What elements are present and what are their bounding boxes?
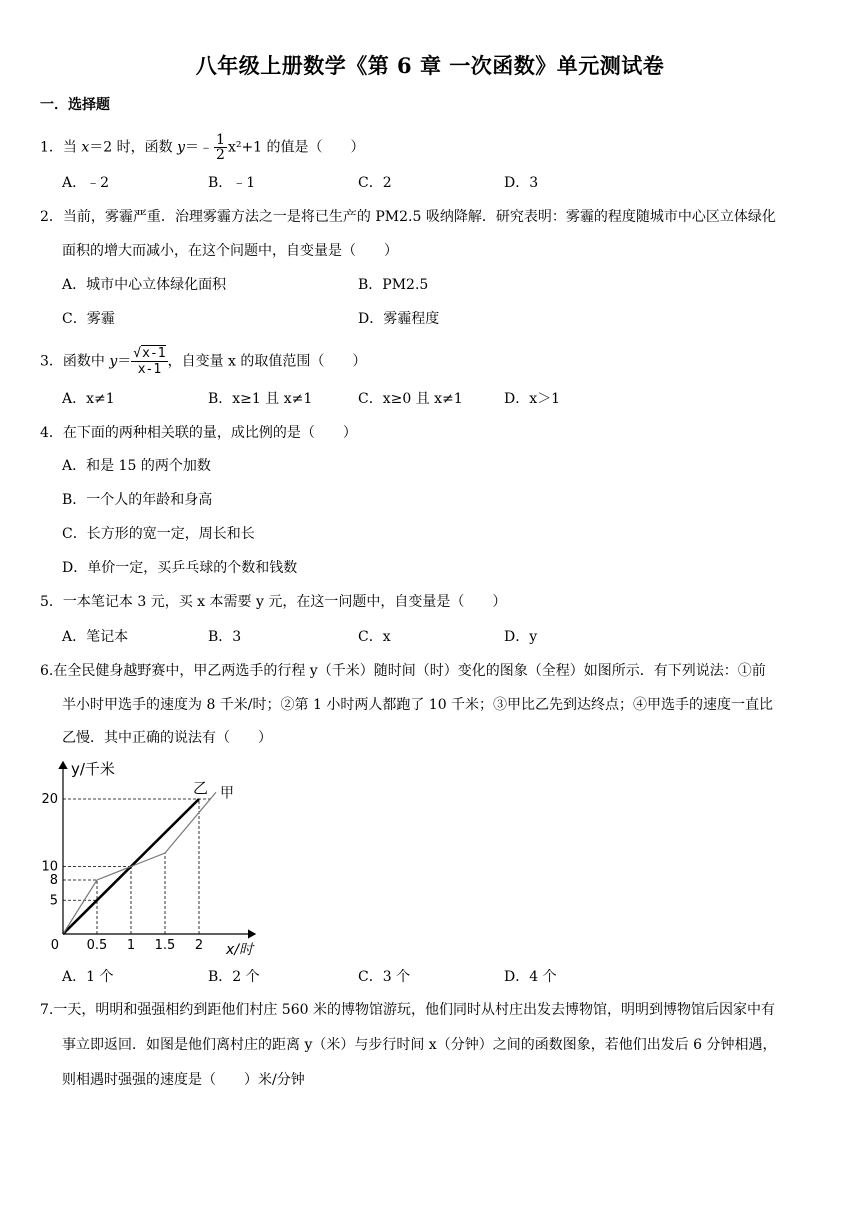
x-axis-label: x/时 (226, 942, 254, 958)
q2-option-d[interactable]: D．雾霾程度 (358, 311, 440, 327)
q3-option-c[interactable]: C．x≥0 且 x≠1 (358, 391, 463, 407)
x-tick-label-1: 1 (126, 938, 136, 953)
question-number: 3． (40, 353, 63, 370)
question-1-stem (40, 133, 365, 162)
question-7-line-1 (40, 1000, 775, 1020)
q2-text-1: 当前，雾霾严重．治理雾霾方法之一是将已生产的 PM2.5 吸纳降解．研究表明：雾霾的程度随城市中心区立体绿化 (62, 209, 776, 225)
q3-fraction (131, 346, 167, 377)
q1-var-x: x (81, 139, 90, 156)
q5-option-d[interactable]: D．y (504, 629, 538, 645)
page-title: 八年级上册数学《第 6 章 一次函数》单元测试卷 (195, 53, 665, 78)
q3-option-a[interactable]: A．x≠1 (62, 391, 115, 407)
question-6-line-3: 乙慢．其中正确的说法有（ ） (62, 730, 272, 746)
q3-var-y: y (109, 353, 118, 370)
question-number: 2． (40, 209, 63, 225)
y-tick-label-3: 20 (41, 792, 58, 807)
distance-time-chart (30, 756, 270, 960)
q6-option-a[interactable]: A．1 个 (62, 969, 114, 985)
frac-denominator: 2 (216, 147, 225, 163)
q5-option-c[interactable]: C．x (358, 629, 391, 645)
x-tick-label-0: 0.5 (86, 938, 108, 953)
x-tick-label-3: 2 (194, 938, 204, 953)
q1-text-c: ＝﹣ (185, 139, 214, 156)
q5-option-a[interactable]: A．笔记本 (62, 629, 129, 645)
question-number: 7. (40, 1002, 54, 1018)
q1-text-b: ＝2 时，函数 (89, 139, 178, 156)
question-number: 6. (40, 663, 54, 679)
q1-option-c[interactable]: C．2 (358, 175, 392, 191)
q1-option-b[interactable]: B．﹣1 (208, 175, 256, 191)
q1-fraction (214, 133, 227, 162)
question-number: 5． (40, 594, 63, 610)
q2-option-a[interactable]: A．城市中心立体绿化面积 (62, 277, 227, 293)
frac-numerator: √x-1 (133, 346, 166, 361)
q1-var-y: y (177, 139, 186, 156)
q4-option-d[interactable]: D．单价一定，买乒乓球的个数和钱数 (62, 560, 298, 576)
question-7-line-3: 则相遇时强强的速度是（ ）米/分钟 (62, 1072, 305, 1088)
q1-option-d[interactable]: D．3 (504, 175, 539, 191)
question-7-line-2: 事立即返回．如图是他们离村庄的距离 y（米）与步行时间 x（分钟）之间的函数图象，若他们出发后 6 分钟相遇， (62, 1037, 777, 1053)
question-2-line-2: 面积的增大而减小，在这个问题中，自变量是（ ） (62, 243, 398, 259)
q4-option-c[interactable]: C．长方形的宽一定，周长和长 (62, 526, 255, 542)
q3-text-b: ，自变量 x 的取值范围（ ） (167, 353, 367, 370)
q4-text: 在下面的两种相关联的量，成比例的是（ ） (62, 425, 357, 441)
question-number: 1． (40, 139, 63, 156)
q3-option-b[interactable]: B．x≥1 且 x≠1 (208, 391, 313, 407)
q6-text-1: 在全民健身越野赛中，甲乙两选手的行程 y（千米）随时间（时）变化的图象（全程）如图所示．有下列说法：①前 (53, 663, 766, 679)
q1-text-d: x²+1 的值是（ ） (227, 139, 365, 156)
q5-text: 一本笔记本 3 元，买 x 本需要 y 元，在这一问题中，自变量是（ ） (62, 594, 507, 610)
y-tick-label-2: 10 (41, 859, 58, 875)
question-5-stem (40, 592, 506, 612)
q5-option-b[interactable]: B．3 (208, 629, 242, 645)
q3-option-d[interactable]: D．x＞1 (504, 391, 561, 407)
series-label-1: 甲 (220, 785, 234, 802)
question-2-line-1 (40, 207, 776, 227)
q2-option-c[interactable]: C．雾霾 (62, 311, 115, 327)
frac-numerator: 1 (216, 132, 225, 148)
q2-option-b[interactable]: B．PM2.5 (358, 277, 429, 293)
q3-eq: ＝ (117, 353, 132, 370)
q4-option-a[interactable]: A．和是 15 的两个加数 (62, 458, 211, 474)
y-axis-label: y/千米 (71, 760, 115, 778)
question-3-stem (40, 346, 366, 377)
section-heading: 一．选择题 (40, 97, 110, 113)
frac-denominator: x-1 (137, 362, 162, 377)
q1-text-a: 当 (62, 139, 82, 156)
q4-option-b[interactable]: B．一个人的年龄和身高 (62, 492, 213, 508)
q3-text-a: 函数中 (62, 353, 110, 370)
y-tick-label-1: 8 (49, 873, 58, 888)
q6-option-c[interactable]: C．3 个 (358, 969, 411, 985)
question-6-line-1 (40, 661, 766, 681)
question-number: 4． (40, 425, 63, 441)
y-tick-label-0: 5 (49, 893, 58, 909)
x-tick-label-2: 1.5 (154, 938, 176, 953)
q6-option-d[interactable]: D．4 个 (504, 969, 557, 985)
series-label-0: 乙 (193, 779, 209, 797)
radicand: x-1 (142, 346, 166, 361)
q6-option-b[interactable]: B．2 个 (208, 969, 260, 985)
origin-label: 0 (50, 938, 59, 953)
q1-option-a[interactable]: A．﹣2 (62, 175, 110, 191)
question-4-stem (40, 423, 357, 443)
q7-text-1: 一天，明明和强强相约到距他们村庄 560 米的博物馆游玩，他们同时从村庄出发去博物馆，明明到博物馆后因家中有 (53, 1002, 775, 1018)
question-6-line-2: 半小时甲选手的速度为 8 千米/时；②第 1 小时两人都跑了 10 千米；③甲比乙先到达终点；④甲选手的速度一直比 (62, 697, 774, 713)
